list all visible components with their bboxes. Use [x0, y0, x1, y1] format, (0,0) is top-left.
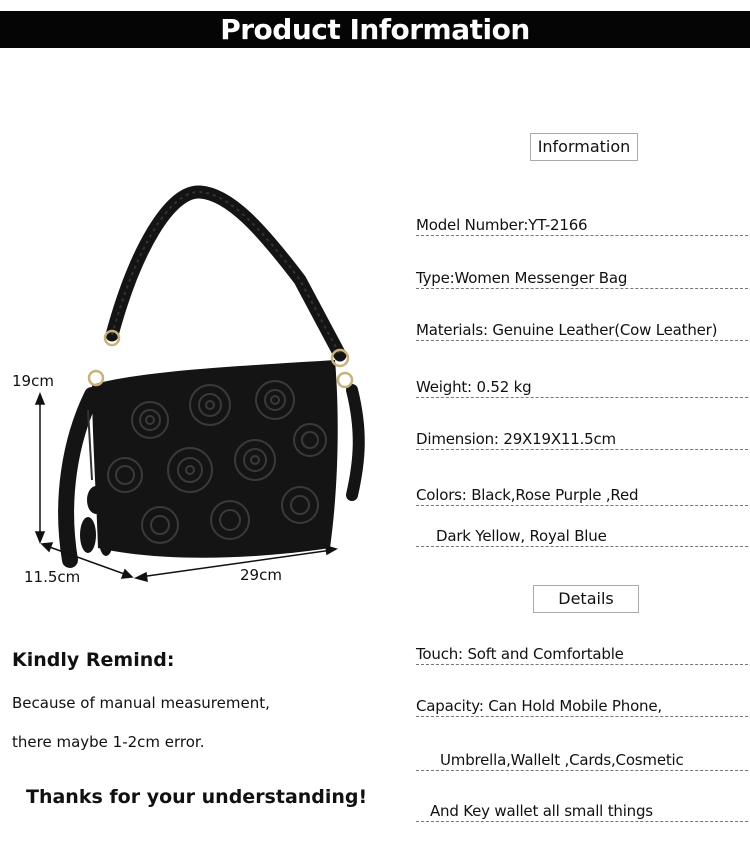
spec-value: 29X19X11.5cm [498, 430, 616, 448]
detail-value: Soft and Comfortable [462, 645, 624, 663]
remind-line-2: there maybe 1-2cm error. [12, 733, 205, 751]
thanks-message: Thanks for your understanding! [26, 786, 368, 808]
spec-row-colors-cont [416, 527, 748, 547]
spec-value: Women Messenger Bag [454, 269, 628, 287]
spec-value: Black,Rose Purple ,Red [466, 486, 639, 504]
spec-row-model [416, 216, 748, 236]
spec-value: Genuine Leather(Cow Leather) [487, 321, 718, 339]
spec-value: Dark Yellow, Royal Blue [436, 527, 607, 545]
detail-key: Capacity: [416, 697, 484, 715]
spec-row-dimension [416, 430, 748, 450]
detail-row-capacity-cont2 [416, 802, 748, 822]
product-image [0, 180, 380, 600]
spec-value: YT-2166 [528, 216, 588, 234]
spec-key: Weight: [416, 378, 472, 396]
spec-key: Dimension: [416, 430, 499, 448]
spec-row-type [416, 269, 748, 289]
spec-key: Model Number: [416, 216, 529, 234]
remind-title: Kindly Remind: [12, 649, 175, 671]
width-dimension: 29cm [240, 566, 282, 584]
spec-key: Materials: [416, 321, 488, 339]
height-dimension: 19cm [12, 372, 54, 390]
detail-value: And Key wallet all small things [430, 802, 653, 820]
spec-row-materials [416, 321, 748, 341]
detail-row-capacity [416, 697, 748, 717]
spec-key: Colors: [416, 486, 467, 504]
information-label: Information [530, 133, 638, 161]
details-label: Details [533, 585, 639, 613]
spec-row-weight [416, 378, 748, 398]
remind-line-1: Because of manual measurement, [12, 694, 270, 712]
detail-value: Umbrella,Wallelt ,Cards,Cosmetic [440, 751, 684, 769]
spec-value: 0.52 kg [471, 378, 532, 396]
detail-value: Can Hold Mobile Phone, [483, 697, 662, 715]
detail-key: Touch: [416, 645, 463, 663]
detail-row-capacity-cont [416, 751, 748, 771]
spec-key: Type: [416, 269, 455, 287]
page-title: Product Information [0, 11, 750, 48]
handbag-icon [0, 180, 380, 600]
spec-row-colors [416, 486, 748, 506]
depth-dimension: 11.5cm [24, 568, 81, 586]
detail-row-touch [416, 645, 748, 665]
